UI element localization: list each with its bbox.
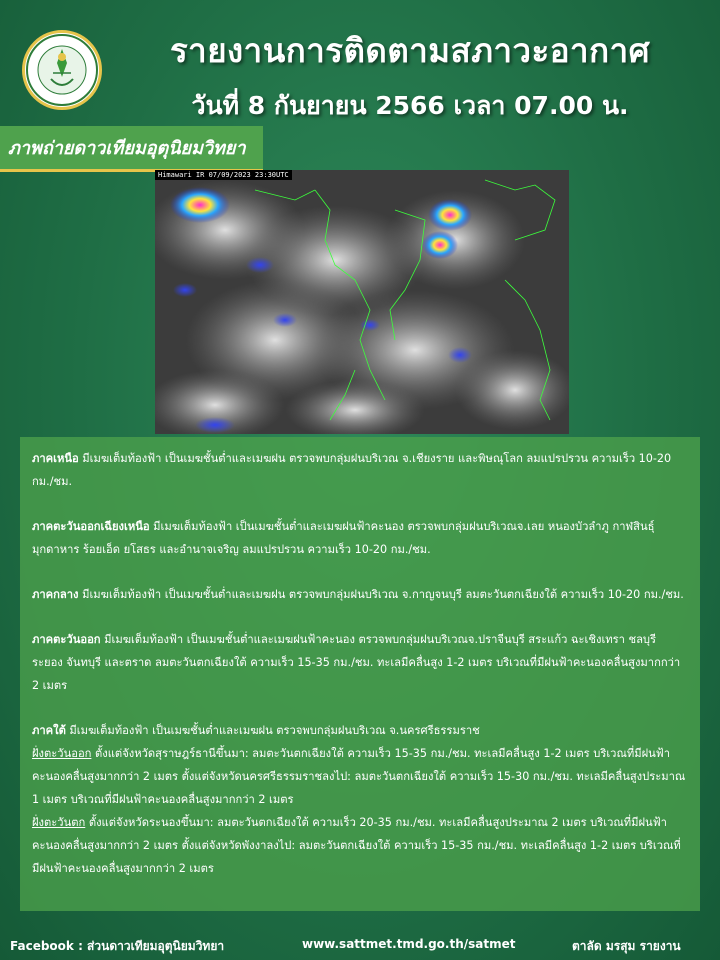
south-text: มีเมฆเต็มท้องฟ้า เป็นเมฆชั้นต่ำและเมฆฝน ตรวจพบกลุ่มฝนบริเวณ จ.นครศรีธรรมราช: [65, 724, 480, 737]
section-label: ภาพถ่ายดาวเทียมอุตุนิยมวิทยา: [0, 126, 263, 172]
region-east: ภาคตะวันออก: [32, 633, 101, 646]
north-paragraph: [32, 447, 688, 493]
region-central: ภาคกลาง: [32, 588, 79, 601]
report-date: วันที่ 8 กันยายน 2566 เวลา 07.00 น.: [191, 91, 629, 120]
south-paragraph: [32, 719, 688, 880]
satellite-timestamp: Himawari IR 07/09/2023 23:30UTC: [155, 170, 292, 180]
footer-website: www.sattmet.tmd.go.th/satmet: [302, 937, 516, 951]
region-northeast: ภาคตะวันออกเฉียงเหนือ: [32, 520, 150, 533]
south-east-coast-label: ฝั่งตะวันออก: [32, 747, 92, 760]
south-west-coast-label: ฝั่งตะวันตก: [32, 816, 86, 829]
footer: [0, 933, 720, 960]
north-text: มีเมฆเต็มท้องฟ้า เป็นเมฆชั้นต่ำและเมฆฝน ตรวจพบกลุ่มฝนบริเวณ จ.เชียงราย และพิษณุโลก ลมแปรปรวน ความเร็ว 10-20 กม./ชม.: [32, 452, 672, 488]
south-east-coast-text: ตั้งแต่จังหวัดสุราษฎร์ธานีขึ้นมา: ลมตะวันตกเฉียงใต้ ความเร็ว 15-35 กม./ชม. ทะเลมีคลื่นสูง 1-2 เมตร บริเวณที่มีฝนฟ้าคะนองคลื่นสูงมากกว่า 2 เมตร ตั้งแต่จังหวัดนครศรีธรรมราชลงไป: ลมตะวันตกเฉียงใต้ ความเร็ว 15-30 กม./ชม. ทะเลมีคลื่นสูงประมาณ 1 เมตร บริเวณที่มีฝนฟ้าคะนองคลื่นสูงมากกว่า 2 เมตร: [32, 747, 686, 806]
northeast-paragraph: [32, 515, 688, 561]
east-text: มีเมฆเต็มท้องฟ้า เป็นเมฆชั้นต่ำและเมฆฝนฟ้าคะนอง ตรวจพบกลุ่มฝนบริเวณจ.ปราจีนบุรี สระแก้ว ฉะเชิงเทรา ชลบุรี ระยอง จันทบุรี และตราด ลมตะวันตกเฉียงใต้ ความเร็ว 15-35 กม./ชม. ทะเลมีคลื่นสูง 1-2 เมตร บริเวณที่มีฝนฟ้าคะนองคลื่นสูงมากกว่า 2 เมตร: [32, 633, 681, 692]
footer-facebook: Facebook : ส่วนดาวเทียมอุตุนิยมวิทยา: [10, 939, 225, 953]
tmd-logo: [22, 30, 102, 110]
central-paragraph: [32, 583, 688, 606]
footer-reporter: ตาลัด มรสุม รายงาน: [572, 939, 681, 953]
northeast-text: มีเมฆเต็มท้องฟ้า เป็นเมฆชั้นต่ำและเมฆฝนฟ้าคะนอง ตรวจพบกลุ่มฝนบริเวณจ.เลย หนองบัวลำภู กาฬสินธุ์ มุกดาหาร ร้อยเอ็ด ยโสธร และอำนาจเจริญ ลมแปรปรวน ความเร็ว 10-20 กม./ชม.: [32, 520, 655, 556]
satellite-image: [155, 170, 569, 434]
region-south: ภาคใต้: [32, 724, 66, 737]
east-paragraph: [32, 628, 688, 697]
region-north: ภาคเหนือ: [32, 452, 79, 465]
report-panel: [20, 437, 700, 911]
report-title: รายงานการติดตามสภาวะอากาศ: [169, 31, 651, 70]
central-text: มีเมฆเต็มท้องฟ้า เป็นเมฆชั้นต่ำและเมฆฝน ตรวจพบกลุ่มฝนบริเวณ จ.กาญจนบุรี ลมตะวันตกเฉียงใต้ ความเร็ว 10-20 กม./ชม.: [78, 588, 684, 601]
south-west-coast-text: ตั้งแต่จังหวัดระนองขึ้นมา: ลมตะวันตกเฉียงใต้ ความเร็ว 20-35 กม./ชม. ทะเลมีคลื่นสูงประมาณ 2 เมตร บริเวณที่มีฝนฟ้าคะนองคลื่นสูงมากกว่า 2 เมตร ตั้งแต่จังหวัดพังงาลงไป: ลมตะวันตกเฉียงใต้ ความเร็ว 15-35 กม./ชม. ทะเลมีคลื่นสูง 1-2 เมตร บริเวณที่มีฝนฟ้าคะนองคลื่นสูงมากกว่า 2 เมตร: [32, 816, 681, 875]
